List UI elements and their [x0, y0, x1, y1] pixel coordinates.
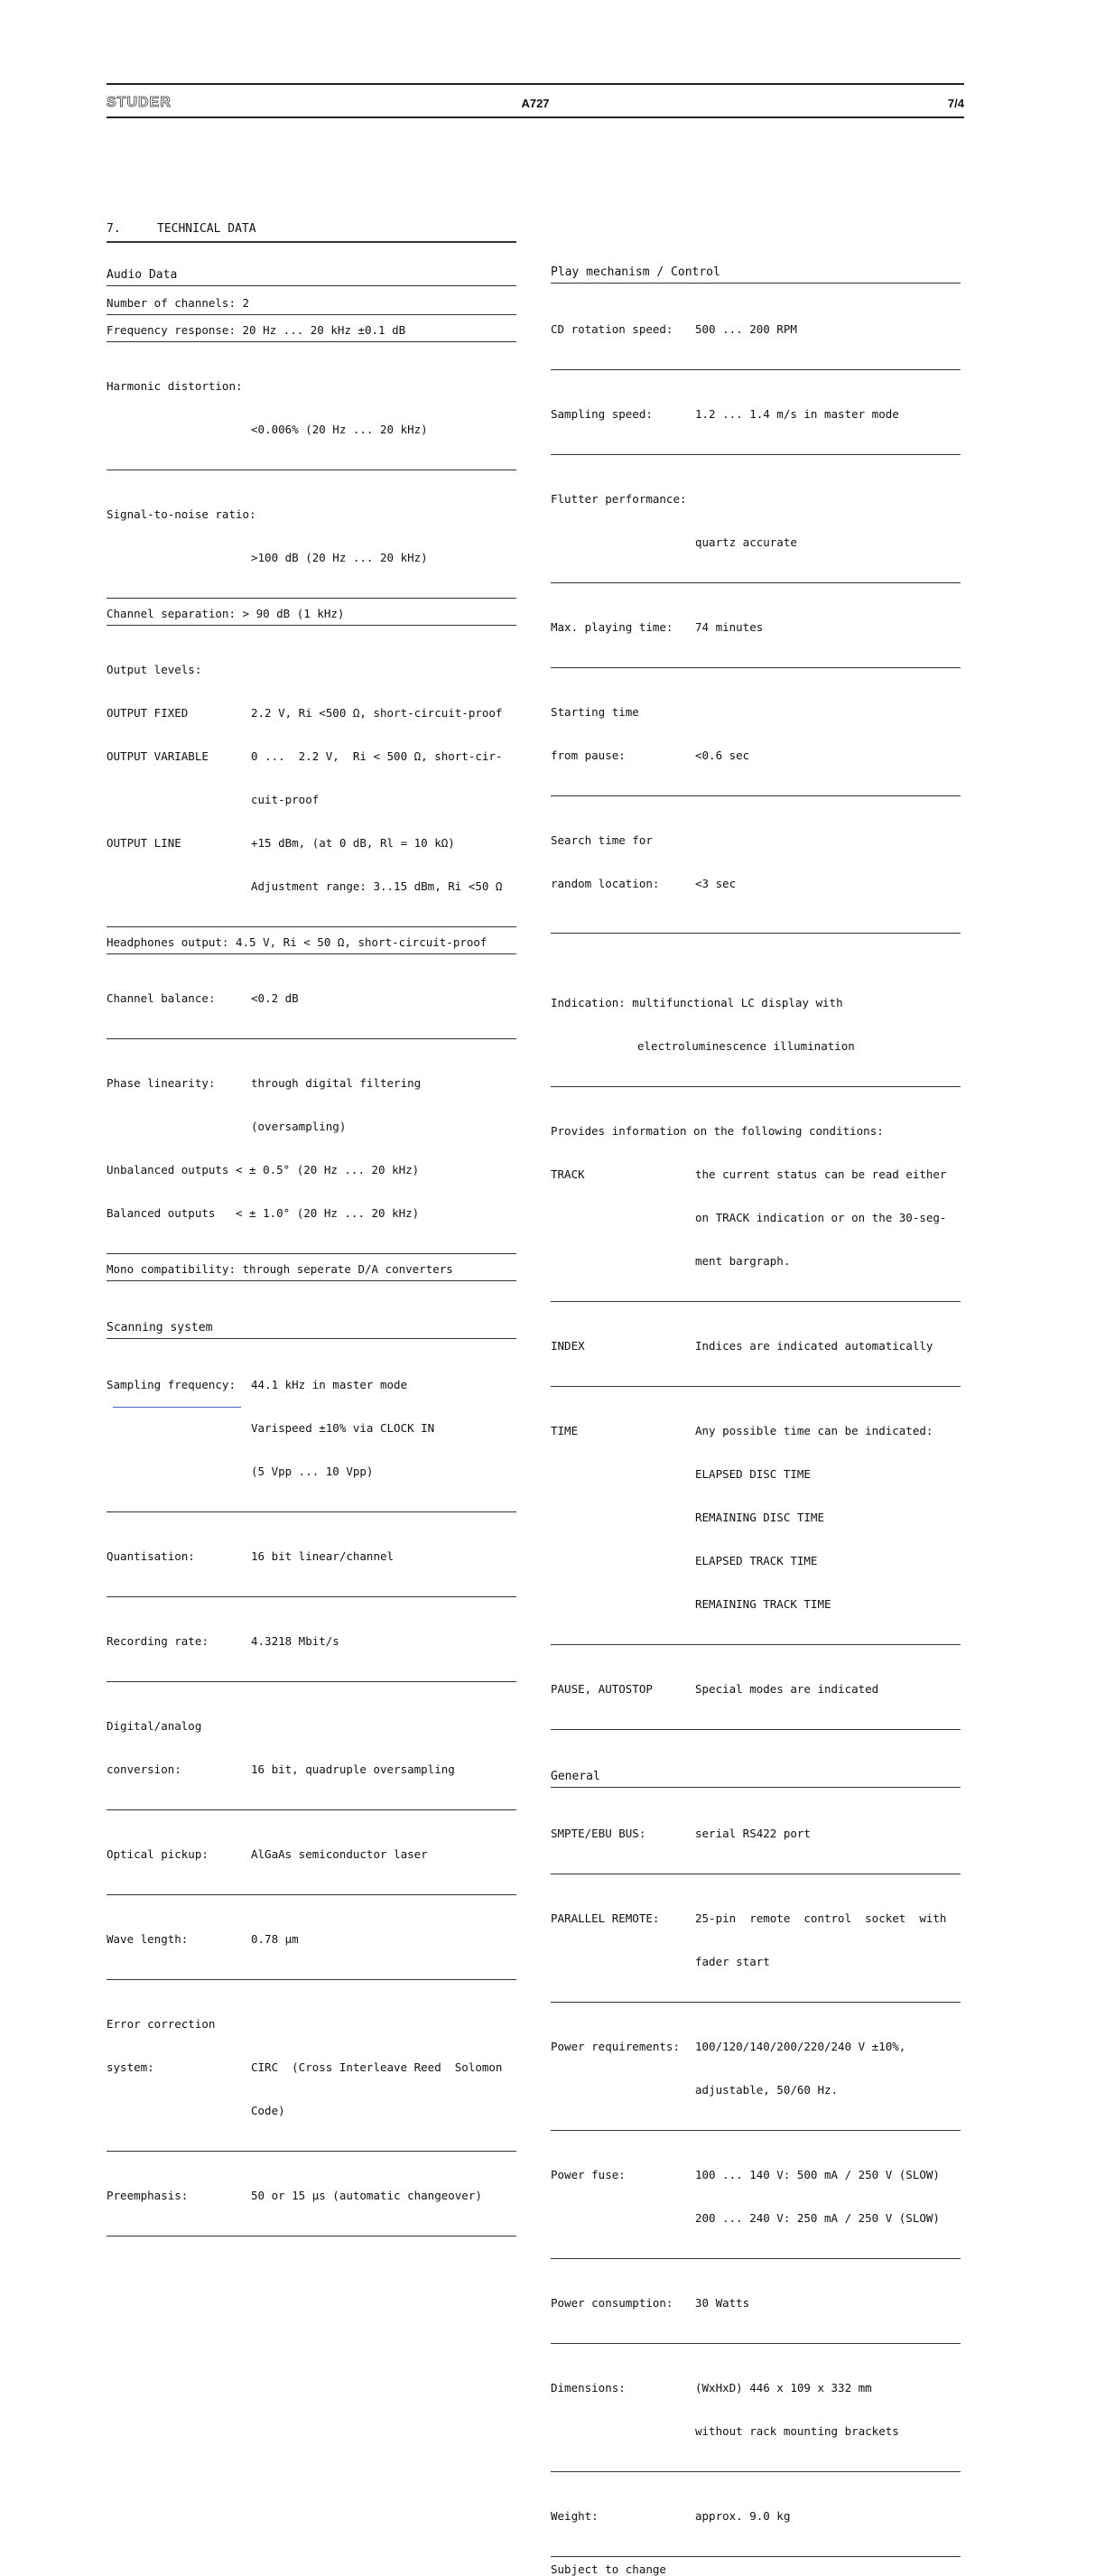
page-number: 7/4	[947, 97, 964, 110]
page-header	[107, 95, 964, 115]
header-bottom-rule	[107, 116, 964, 118]
spec-row-separation: Channel separation: > 90 dB (1 kHz)	[107, 602, 516, 626]
spec-row-quantisation: Quantisation: 16 bit linear/channel	[107, 1516, 516, 1597]
model-number: A727	[521, 97, 550, 110]
spec-row-error-correction: Error correction system: CIRC (Cross Interleave Reed Solomon Code)	[107, 1984, 516, 2152]
spec-row-headphones: Headphones output: 4.5 V, Ri < 50 Ω, short-circuit-proof	[107, 931, 516, 954]
scanning-heading: Scanning system	[107, 1321, 516, 1339]
spec-row-flutter: Flutter performance: quartz accurate	[551, 459, 961, 583]
spec-row-smpte: SMPTE/EBU BUS: serial RS422 port	[551, 1793, 961, 1874]
audio-data-heading: Audio Data	[107, 268, 516, 286]
spec-row-parallel-remote: PARALLEL REMOTE: 25-pin remote control socket with fader start	[551, 1878, 961, 2003]
section-title-rule	[107, 241, 516, 243]
spec-row-starting-time: Starting time from pause: <0.6 sec	[551, 672, 961, 796]
spec-row-preemphasis: Preemphasis: 50 or 15 µs (automatic changeover)	[107, 2155, 516, 2237]
play-mechanism-heading: Play mechanism / Control	[551, 265, 961, 284]
spec-row-pause-autostop: PAUSE, AUTOSTOP Special modes are indicated	[551, 1649, 961, 1730]
spec-row-cd-rotation: CD rotation speed: 500 ... 200 RPM	[551, 289, 961, 370]
spec-row-harmonic: Harmonic distortion: <0.006% (20 Hz ... 20 kHz)	[107, 346, 516, 470]
spec-row-phase: Phase linearity: through digital filtering (oversampling) Unbalanced outputs < ± 0.5° (20 Hz ... 20 kHz) Balanced outputs < ± 1.0° (20 Hz ... 20 kHz)	[107, 1043, 516, 1254]
spec-row-sampling-speed: Sampling speed: 1.2 ... 1.4 m/s in master mode	[551, 374, 961, 455]
spec-row-time: TIME Any possible time can be indicated: ELAPSED DISC TIME REMAINING DISC TIME ELAPSED TRACK TIME REMAINING TRACK TIME	[551, 1390, 961, 1645]
studer-logo: STUDER	[107, 95, 172, 110]
spec-row-conversion: Digital/analog conversion: 16 bit, quadruple oversampling	[107, 1686, 516, 1810]
section-title-text: TECHNICAL DATA	[157, 222, 256, 236]
section-title	[107, 222, 516, 236]
general-heading: General	[551, 1770, 961, 1788]
spec-row-indication: Indication: multifunctional LC display with electroluminescence illumination	[551, 963, 961, 1087]
left-column	[107, 222, 516, 2240]
spec-row-frequency: Frequency response: 20 Hz ... 20 kHz ±0.1 dB	[107, 319, 516, 342]
spec-row-snr: Signal-to-noise ratio: >100 dB (20 Hz ... 20 kHz)	[107, 474, 516, 599]
spec-row-dimensions: Dimensions: (WxHxD) 446 x 109 x 332 mm without rack mounting brackets	[551, 2348, 961, 2472]
spec-row-index: INDEX Indices are indicated automatically	[551, 1306, 961, 1387]
spec-row-search-time: Search time for random location: <3 sec	[551, 800, 961, 934]
spec-row-recording-rate: Recording rate: 4.3218 Mbit/s	[107, 1601, 516, 1682]
spec-row-wave-length: Wave length: 0.78 µm	[107, 1899, 516, 1980]
spec-row-track: Provides information on the following conditions: TRACK the current status can be read either on TRACK indication or on the 30-seg- ment bargraph.	[551, 1091, 961, 1302]
spec-row-mono: Mono compatibility: through seperate D/A converters	[107, 1258, 516, 1281]
spec-row-sampling-frequency: Sampling frequency: 44.1 kHz in master mode Varispeed ±10% via CLOCK IN (5 Vpp ... 10 Vpp)	[107, 1344, 516, 1512]
spec-row-max-playing-time: Max. playing time: 74 minutes	[551, 587, 961, 668]
spec-row-weight: Weight: approx. 9.0 kg	[551, 2476, 961, 2557]
spec-row-power-requirements: Power requirements: 100/120/140/200/220/240 V ±10%, adjustable, 50/60 Hz.	[551, 2006, 961, 2131]
section-number: 7.	[107, 222, 121, 236]
spec-row-output-levels: Output levels: OUTPUT FIXED 2.2 V, Ri <500 Ω, short-circuit-proof OUTPUT VARIABLE 0 ... 2.2 V, Ri < 500 Ω, short-cir- cuit-proof OUTPUT LINE +15 dBm, (at 0 dB, Rl = 10 kΩ) Adjustment range: 3..15 dBm, Ri <50 Ω	[107, 629, 516, 927]
spec-row-channels: Number of channels: 2	[107, 292, 516, 315]
spec-row-optical-pickup: Optical pickup: AlGaAs semiconductor laser	[107, 1814, 516, 1895]
right-column	[551, 265, 961, 2576]
spec-row-power-consumption: Power consumption: 30 Watts	[551, 2263, 961, 2344]
spec-row-power-fuse: Power fuse: 100 ... 140 V: 500 mA / 250 V (SLOW) 200 ... 240 V: 250 mA / 250 V (SLOW)	[551, 2134, 961, 2259]
footer-rule	[113, 1407, 241, 1408]
spec-row-balance: Channel balance: <0.2 dB	[107, 958, 516, 1039]
subject-to-change-note: Subject to change	[551, 2562, 666, 2576]
header-top-rule	[107, 83, 964, 85]
